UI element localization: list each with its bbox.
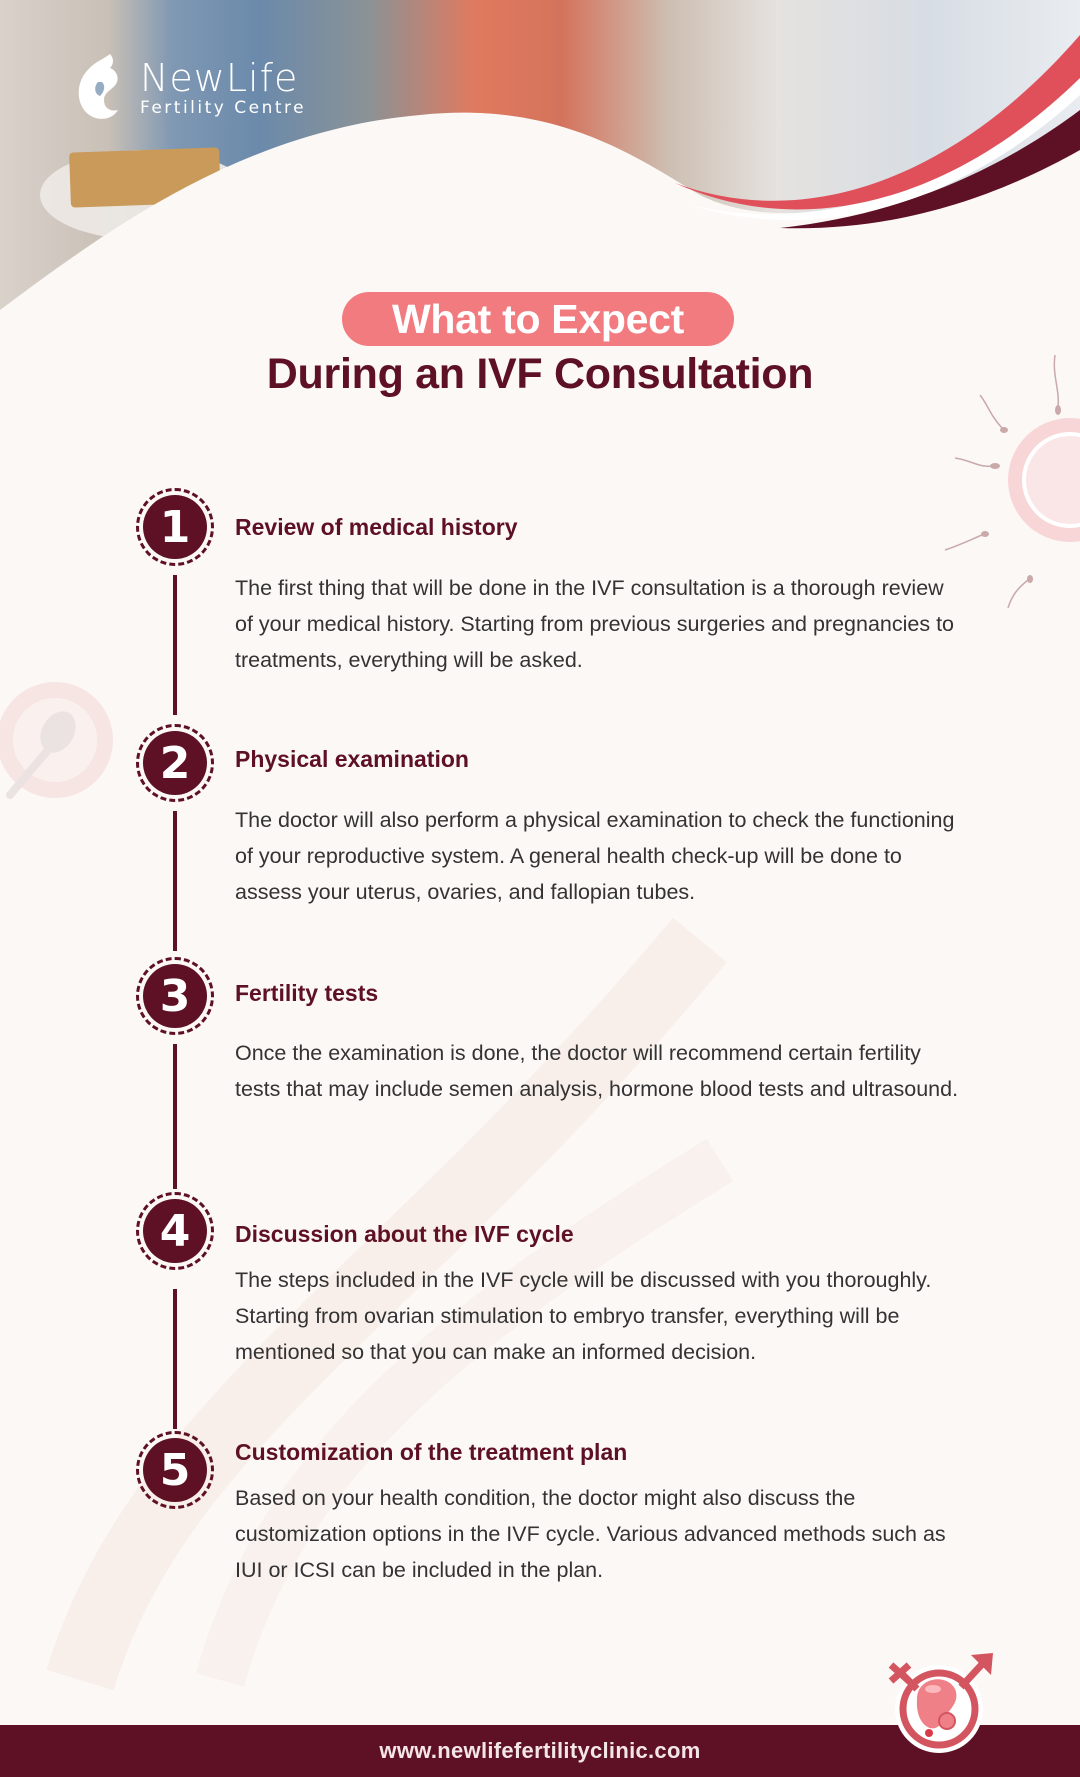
page-title: During an IVF Consultation — [266, 350, 814, 398]
footer-website-link[interactable]: www.newlifefertilityclinic.com — [0, 1725, 1080, 1777]
step-5-badge — [136, 1431, 214, 1509]
step-3-badge — [136, 957, 214, 1035]
hero-wave-curve — [0, 0, 1080, 330]
step-2-title: Physical examination — [235, 746, 469, 772]
gender-symbol-icon — [885, 1637, 1005, 1755]
step-4-badge — [136, 1192, 214, 1270]
timeline-connector — [173, 575, 177, 715]
step-1-body: The first thing that will be done in the IVF consultation is a thorough review of your medical history. Starting from previous surgeries and pregnancies to treatments, everything will be asked. — [235, 576, 955, 672]
hero-photo — [0, 0, 1080, 330]
sperm-icon — [0, 670, 120, 810]
step-4-body: The steps included in the IVF cycle will be discussed with you thoroughly. Starting from ovarian stimulation to embryo transfer, everything will be mentioned so that you can make an informed decision. — [235, 1268, 932, 1364]
title-highlight-badge: What to Expect — [342, 292, 734, 346]
step-number: 2 — [143, 731, 207, 795]
step-1-badge — [136, 488, 214, 566]
step-3-body: Once the examination is done, the doctor will recommend certain fertility tests that may include semen analysis, hormone blood tests and ultrasound. — [235, 1041, 959, 1101]
step-3-title: Fertility tests — [235, 980, 379, 1006]
step-5-body: Based on your health condition, the doctor might also discuss the customization options in the IVF cycle. Various advanced methods such as IUI or ICSI can be included in the plan. — [235, 1486, 946, 1582]
step-5-title: Customization of the treatment plan — [235, 1439, 628, 1465]
step-number: 1 — [143, 495, 207, 559]
step-number: 3 — [143, 964, 207, 1028]
mother-baby-icon — [72, 52, 130, 124]
step-number: 4 — [143, 1199, 207, 1263]
step-4-title: Discussion about the IVF cycle — [235, 1221, 574, 1247]
brand-tagline: Fertility Centre — [140, 98, 307, 118]
timeline-connector — [173, 1289, 177, 1429]
timeline-connector — [173, 811, 177, 951]
brand-logo — [72, 52, 306, 124]
step-2-badge — [136, 724, 214, 802]
step-2-body: The doctor will also perform a physical examination to check the functioning of your reproductive system. A general health check-up will be done to assess your uterus, ovaries, and fallopian tubes. — [235, 808, 955, 904]
timeline-connector — [173, 1044, 177, 1189]
step-number: 5 — [143, 1438, 207, 1502]
step-1-title: Review of medical history — [235, 514, 518, 540]
brand-name: NewLife — [140, 56, 299, 100]
